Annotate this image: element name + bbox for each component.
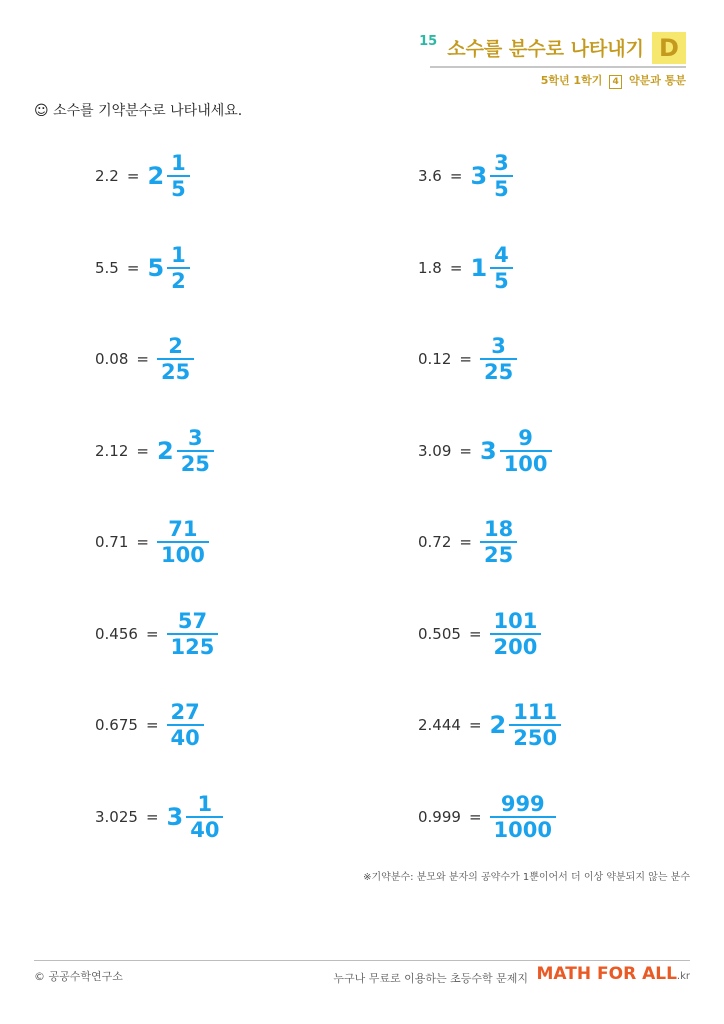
answer <box>480 426 552 476</box>
denominator: 40 <box>170 726 200 750</box>
decimal-value: 0.999 <box>418 807 461 826</box>
decimal-value: 3.025 <box>95 807 138 826</box>
answer <box>147 151 189 201</box>
fraction <box>480 334 517 384</box>
answer <box>470 151 512 201</box>
equals-sign: = <box>136 533 149 551</box>
problem-item <box>95 604 218 664</box>
fraction <box>480 517 517 567</box>
fraction <box>490 151 513 201</box>
denominator: 100 <box>160 543 205 567</box>
whole-number: 1 <box>470 253 488 282</box>
numerator: 9 <box>518 425 533 450</box>
decimal-value: 0.456 <box>95 624 138 643</box>
numerator: 111 <box>513 700 558 724</box>
brand-logo <box>537 964 691 984</box>
numerator: 1 <box>197 791 213 816</box>
problem-item <box>95 512 209 572</box>
problem-item <box>418 695 561 755</box>
numerator: 1 <box>171 242 186 267</box>
denominator: 40 <box>190 817 220 842</box>
answer <box>490 700 562 750</box>
decimal-value: 3.09 <box>418 441 452 460</box>
denominator: 100 <box>503 451 548 476</box>
decimal-value: 0.08 <box>95 350 129 368</box>
decimal-value: 2.12 <box>95 441 129 460</box>
problem-item <box>418 421 552 481</box>
brand-math: MATH <box>536 964 597 984</box>
whole-number: 3 <box>479 436 497 465</box>
numerator: 1 <box>171 151 186 175</box>
fraction <box>490 243 513 293</box>
answer <box>490 609 542 659</box>
answer <box>480 334 517 384</box>
equals-sign: = <box>449 258 463 277</box>
fraction <box>167 609 219 659</box>
numerator: 18 <box>483 517 514 541</box>
denominator: 1000 <box>493 817 552 842</box>
copyright: © 공공수학연구소 <box>34 970 123 983</box>
instruction <box>34 100 242 120</box>
numerator: 3 <box>491 334 506 358</box>
equals-sign: = <box>136 441 149 460</box>
answer <box>157 334 194 384</box>
numerator: 3 <box>494 151 509 175</box>
answer <box>147 243 189 293</box>
footnote: ※기약분수: 분모와 분자의 공약수가 1뿐이어서 더 이상 약분되지 않는 분수 <box>363 872 690 883</box>
whole-number: 2 <box>156 436 174 465</box>
smiley-icon: ☺ <box>34 103 49 119</box>
fraction <box>500 426 552 476</box>
brand-for: FOR <box>597 964 643 984</box>
problem-item <box>418 787 556 847</box>
level-badge: D <box>652 32 686 64</box>
problem-item <box>95 329 194 389</box>
whole-number: 3 <box>166 802 184 831</box>
equals-sign: = <box>145 624 159 643</box>
problem-item <box>95 238 190 298</box>
answer <box>167 609 219 659</box>
numerator: 999 <box>500 791 545 816</box>
denominator: 25 <box>483 543 514 567</box>
fraction <box>490 792 556 842</box>
fraction <box>509 700 561 750</box>
footer-slogan: 누구나 무료로 이용하는 초등수학 문제지 <box>333 972 528 985</box>
fraction <box>157 517 209 567</box>
whole-number: 3 <box>470 162 488 190</box>
answer <box>157 426 214 476</box>
fraction <box>167 151 190 201</box>
decimal-value: 0.12 <box>418 350 452 368</box>
fraction <box>157 334 194 384</box>
answer <box>157 517 209 567</box>
equals-sign: = <box>126 167 140 185</box>
footer-divider <box>34 960 690 961</box>
fraction <box>177 426 214 476</box>
numerator: 71 <box>168 517 198 541</box>
page-title: 소수를 분수로 나타내기 <box>447 38 644 60</box>
decimal-value: 2.2 <box>95 167 119 185</box>
denominator: 250 <box>513 726 558 750</box>
decimal-value: 0.505 <box>418 624 461 643</box>
instruction-text: 소수를 기약분수로 나타내세요. <box>53 103 243 119</box>
numerator: 101 <box>493 608 538 633</box>
answer <box>480 517 517 567</box>
problem-item <box>418 512 517 572</box>
denominator: 5 <box>494 268 509 293</box>
decimal-value: 0.675 <box>95 716 138 734</box>
problem-item <box>418 238 513 298</box>
decimal-value: 3.6 <box>418 167 442 185</box>
equals-sign: = <box>145 716 159 734</box>
grade-label: 5학년 1학기 <box>540 74 603 87</box>
brand-all: ALL <box>642 964 677 984</box>
denominator: 25 <box>160 360 191 384</box>
equals-sign: = <box>136 350 149 368</box>
denominator: 125 <box>170 634 215 659</box>
denominator: 5 <box>171 177 186 201</box>
numerator: 3 <box>187 425 203 450</box>
problem-item <box>418 146 513 206</box>
fraction <box>167 243 190 293</box>
answer <box>470 243 512 293</box>
unit-number-box: 4 <box>609 75 622 89</box>
equals-sign: = <box>468 624 482 643</box>
decimal-value: 2.444 <box>418 716 461 734</box>
decimal-value: 0.71 <box>95 533 129 551</box>
equals-sign: = <box>459 441 472 460</box>
brand-kr: .kr <box>676 971 690 982</box>
problem-item <box>418 604 541 664</box>
equals-sign: = <box>459 350 472 368</box>
equals-sign: = <box>468 807 482 826</box>
denominator: 25 <box>180 451 210 476</box>
equals-sign: = <box>449 167 463 185</box>
answer <box>167 700 204 750</box>
problem-item <box>418 329 517 389</box>
denominator: 25 <box>483 360 514 384</box>
unit-name: 약분과 통분 <box>629 74 686 87</box>
lesson-number: 15 <box>419 34 438 49</box>
problem-item <box>95 695 204 755</box>
unit-info <box>541 72 686 89</box>
problem-item <box>95 787 223 847</box>
header-divider <box>430 66 686 68</box>
numerator: 27 <box>170 700 200 724</box>
denominator: 2 <box>171 268 186 293</box>
equals-sign: = <box>468 716 482 734</box>
decimal-value: 1.8 <box>418 258 442 277</box>
answer <box>167 792 224 842</box>
whole-number: 5 <box>147 253 165 282</box>
problem-item <box>95 146 190 206</box>
fraction <box>167 700 204 750</box>
decimal-value: 5.5 <box>95 258 119 277</box>
numerator: 57 <box>177 608 208 633</box>
equals-sign: = <box>459 533 472 551</box>
equals-sign: = <box>145 807 159 826</box>
whole-number: 2 <box>489 711 507 739</box>
denominator: 5 <box>494 177 509 201</box>
problem-item <box>95 421 214 481</box>
fraction <box>490 609 542 659</box>
whole-number: 2 <box>147 162 165 190</box>
numerator: 4 <box>494 242 509 267</box>
decimal-value: 0.72 <box>418 533 452 551</box>
equals-sign: = <box>126 258 140 277</box>
answer <box>490 792 556 842</box>
numerator: 2 <box>168 334 183 358</box>
fraction <box>186 792 223 842</box>
denominator: 200 <box>493 634 538 659</box>
